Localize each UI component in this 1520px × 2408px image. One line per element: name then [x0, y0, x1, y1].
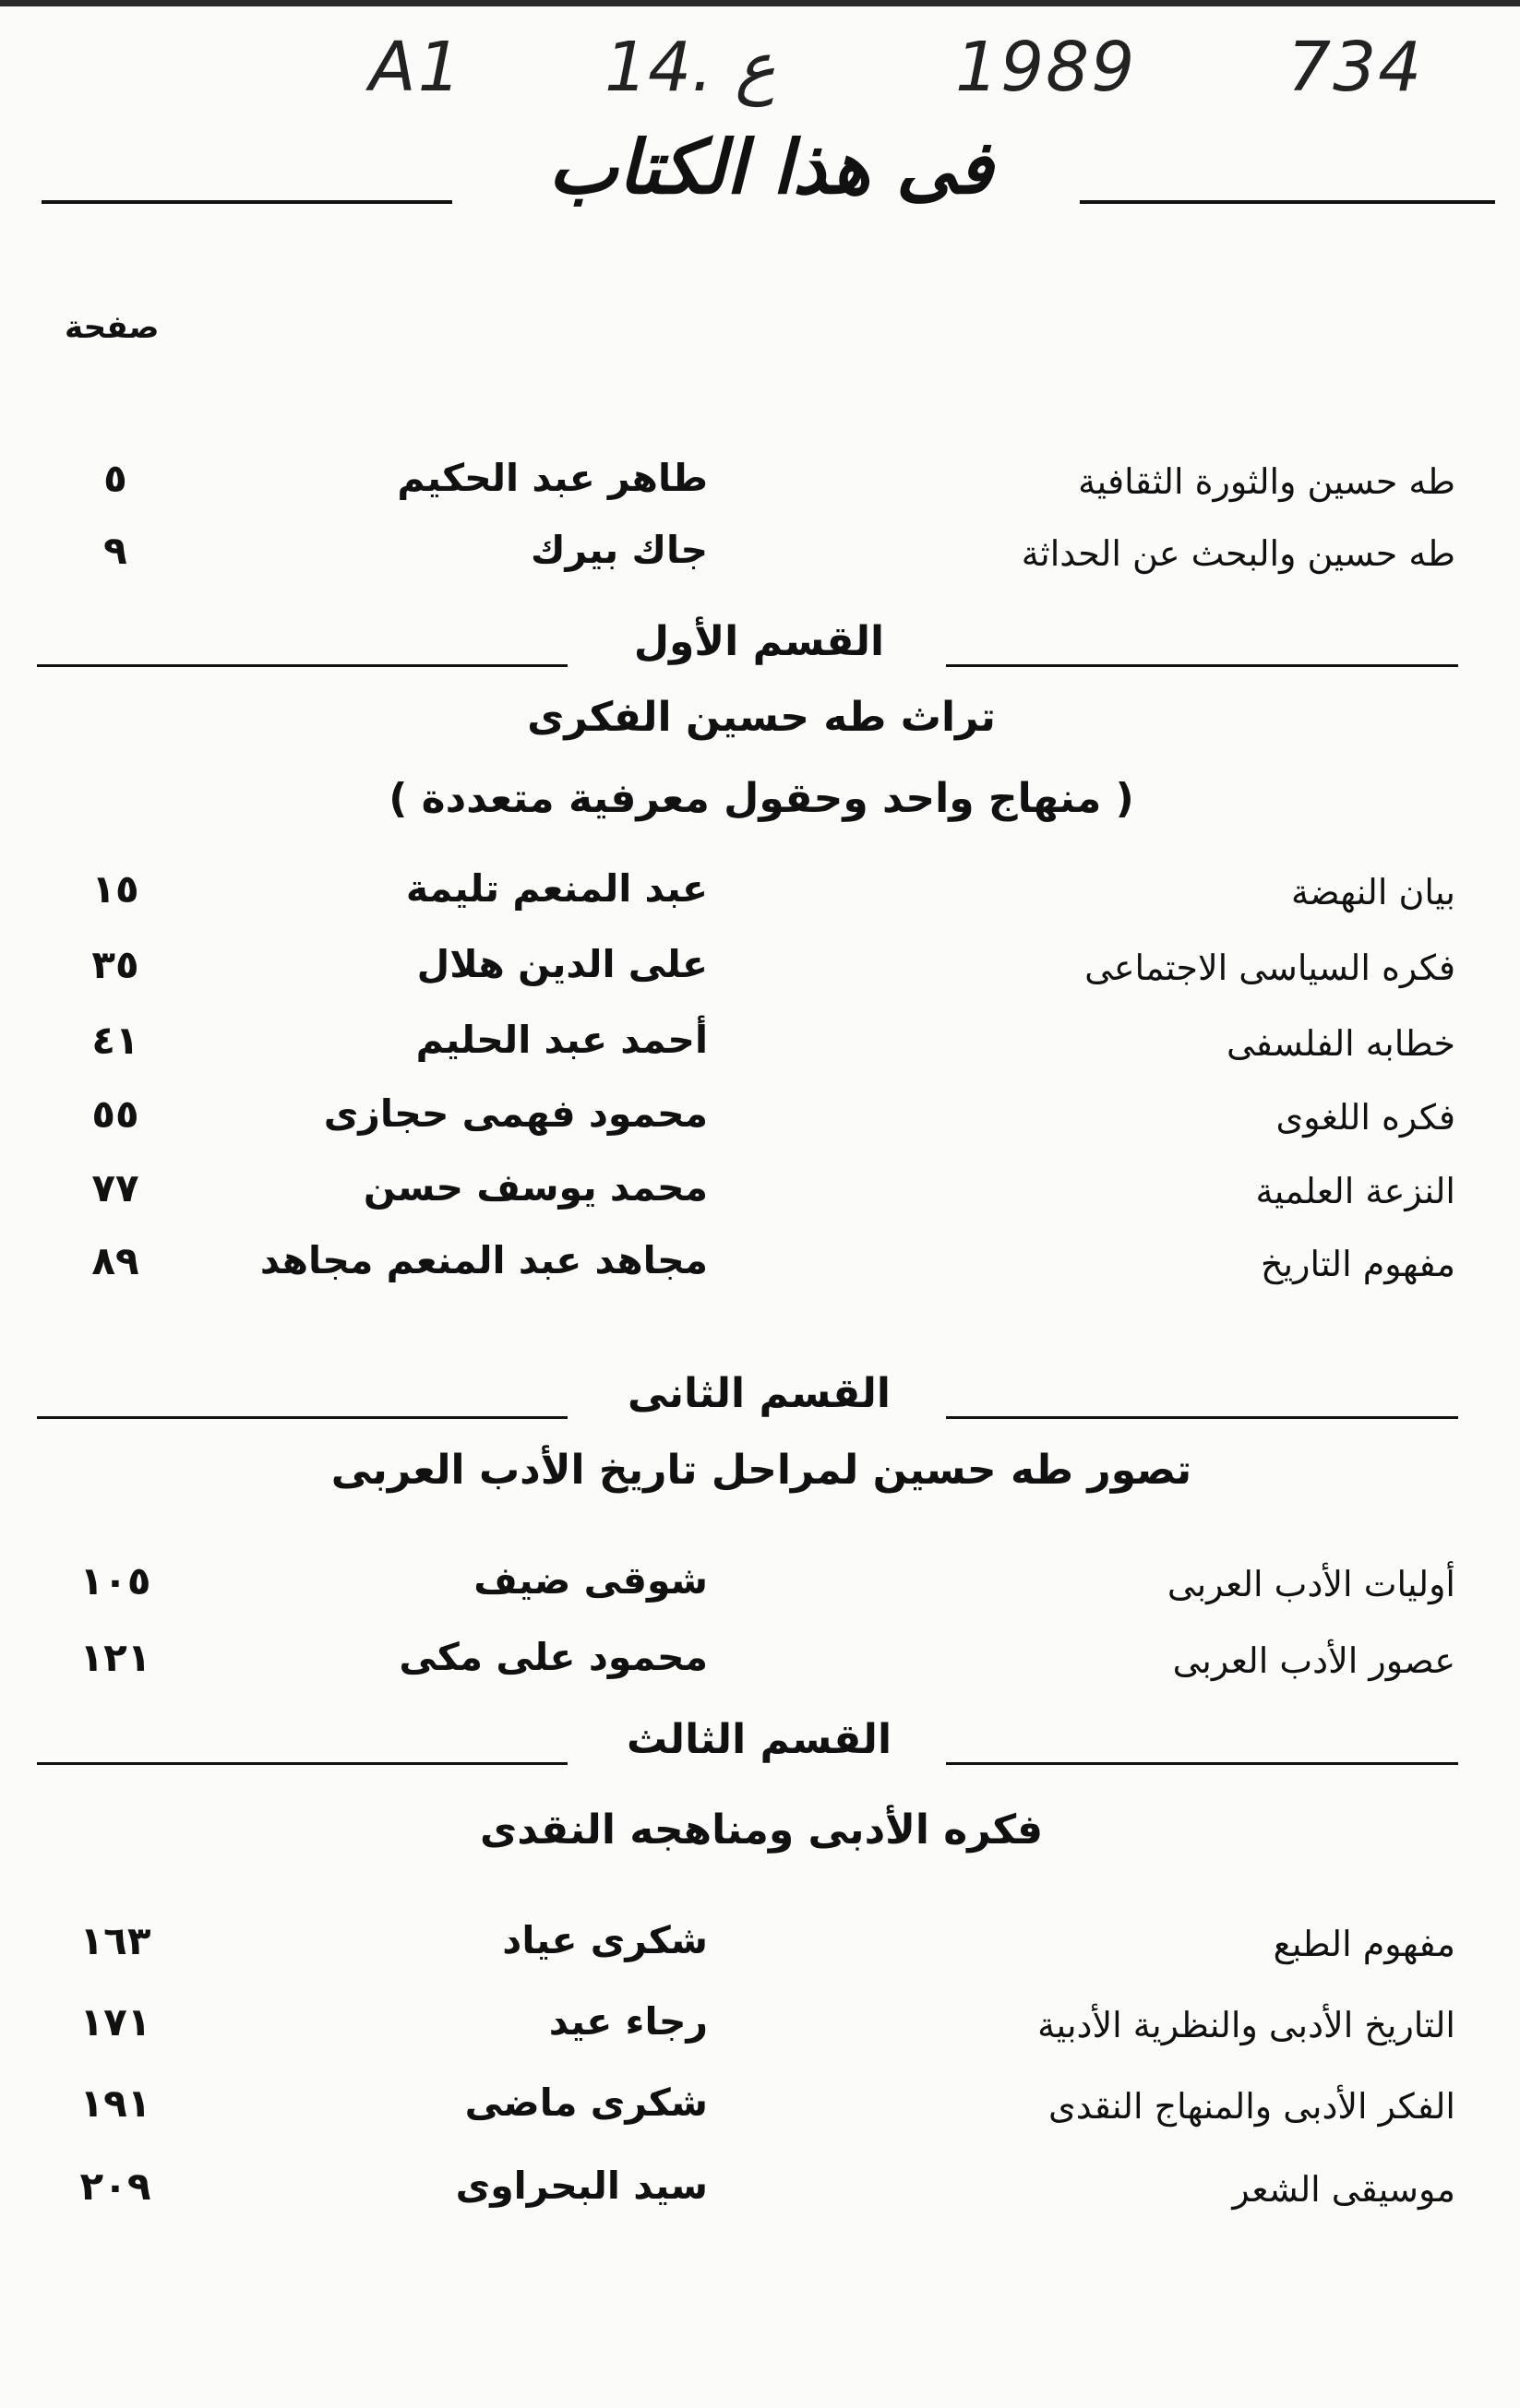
page-column-label: صفحة — [65, 309, 160, 346]
title-rule-right — [1080, 200, 1495, 204]
entry-topic: بيان النهضة — [1290, 872, 1455, 912]
entry-page-number: ٤١ — [91, 1018, 139, 1063]
entry-page-number: ١٢١ — [79, 1635, 151, 1680]
section-title: القسم الأول — [633, 618, 885, 665]
entry-page-number: ١٩١ — [79, 2080, 151, 2126]
entry-topic: مفهوم التاريخ — [1261, 1244, 1455, 1284]
toc-entry — [0, 2077, 1520, 2141]
handwritten-code: A1 — [369, 28, 463, 107]
entry-page-number: ٧٧ — [91, 1165, 139, 1210]
entry-topic: النزعة العلمية — [1255, 1171, 1455, 1211]
entry-page-number: ١٦٣ — [79, 1918, 151, 1963]
entry-topic: فكره السياسى الاجتماعى — [1084, 948, 1455, 988]
section-heading — [37, 618, 1458, 683]
entry-author: جاك بيرك — [530, 528, 708, 572]
toc-entry — [0, 863, 1520, 927]
section-subtitle: تراث طه حسين الفكرى — [527, 694, 996, 741]
handwritten-number: 14. ع — [604, 28, 776, 107]
entry-author: مجاهد عبد المنعم مجاهد — [259, 1238, 708, 1282]
entry-page-number: ٨٩ — [91, 1238, 139, 1283]
toc-entry — [0, 2160, 1520, 2224]
section-heading — [37, 1716, 1458, 1781]
toc-entry — [0, 1162, 1520, 1226]
entry-author: محمود على مكى — [399, 1635, 708, 1679]
entry-topic: عصور الأدب العربى — [1172, 1640, 1455, 1681]
page-title: فى هذا الكتاب — [548, 125, 993, 210]
section-rule-left — [37, 664, 568, 667]
entry-author: شوقى ضيف — [473, 1558, 708, 1603]
entry-author: طاهر عبد الحكيم — [397, 456, 708, 500]
section-heading — [37, 1370, 1458, 1435]
entry-topic: التاريخ الأدبى والنظرية الأدبية — [1037, 2005, 1455, 2045]
entry-page-number: ١٠٥ — [79, 1558, 151, 1603]
entry-page-number: ٣٥ — [91, 942, 139, 987]
entry-page-number: ٩ — [103, 528, 127, 573]
entry-author: محمود فهمى حجازى — [323, 1091, 708, 1136]
scan-top-edge — [0, 0, 1520, 6]
title-row — [37, 125, 1458, 226]
entry-author: شكرى ماضى — [464, 2080, 708, 2125]
section-subtitle-note: ( منهاج واحد وحقول معرفية متعددة ) — [389, 775, 1134, 822]
entry-topic: مفهوم الطبع — [1273, 1924, 1455, 1964]
entry-topic: طه حسين والثورة الثقافية — [1078, 461, 1455, 502]
section-subtitle: فكره الأدبى ومناهجه النقدى — [479, 1806, 1044, 1854]
section-title: القسم الثالث — [626, 1716, 892, 1763]
toc-entry — [0, 1555, 1520, 1619]
handwritten-year: 1989 — [955, 28, 1137, 107]
toc-entry — [0, 1014, 1520, 1079]
toc-entry — [0, 524, 1520, 589]
toc-entry — [0, 452, 1520, 517]
toc-entry — [0, 938, 1520, 1003]
section-title: القسم الثانى — [628, 1370, 891, 1417]
section-rule-left — [37, 1416, 568, 1419]
toc-entry — [0, 1088, 1520, 1152]
section-rule-right — [946, 664, 1458, 667]
entry-topic: الفكر الأدبى والمنهاج النقدى — [1047, 2086, 1455, 2127]
section-rule-right — [946, 1762, 1458, 1765]
entry-topic: فكره اللغوى — [1275, 1097, 1455, 1138]
section-rule-right — [946, 1416, 1458, 1419]
toc-entry — [0, 1234, 1520, 1299]
entry-page-number: ١٥ — [91, 866, 139, 912]
title-rule-left — [42, 200, 452, 204]
section-subtitle: تصور طه حسين لمراحل تاريخ الأدب العربى — [330, 1447, 1192, 1494]
entry-topic: موسيقى الشعر — [1232, 2169, 1455, 2210]
toc-entry — [0, 1631, 1520, 1696]
entry-page-number: ٥٥ — [91, 1091, 139, 1137]
section-rule-left — [37, 1762, 568, 1765]
entry-author: أحمد عبد الحليم — [415, 1018, 708, 1062]
entry-author: محمد يوسف حسن — [363, 1165, 708, 1210]
entry-author: عبد المنعم تليمة — [405, 866, 708, 911]
entry-topic: طه حسين والبحث عن الحداثة — [1021, 533, 1455, 574]
entry-page-number: ٥ — [103, 456, 127, 501]
entry-author: على الدين هلال — [416, 942, 708, 986]
entry-page-number: ٢٠٩ — [79, 2164, 151, 2209]
toc-entry — [0, 1914, 1520, 1979]
entry-topic: أوليات الأدب العربى — [1167, 1564, 1455, 1604]
entry-author: شكرى عياد — [502, 1918, 708, 1962]
entry-topic: خطابه الفلسفى — [1226, 1023, 1455, 1064]
entry-author: رجاء عيد — [548, 1999, 708, 2044]
entry-author: سيد البحراوى — [455, 2164, 708, 2208]
handwritten-reference: 734 — [1287, 28, 1424, 107]
entry-page-number: ١٧١ — [79, 1999, 151, 2044]
toc-entry — [0, 1996, 1520, 2060]
